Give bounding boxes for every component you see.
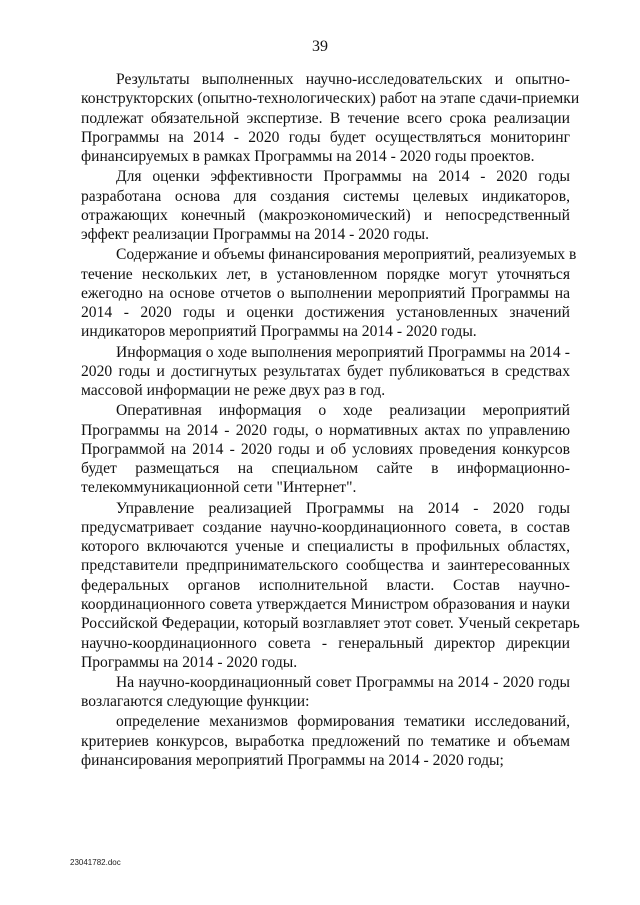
paragraph	[81, 673, 570, 712]
text-line: конструкторских (опытно-технологических) работ на этапе сдачи-приемки	[81, 90, 580, 108]
text-line: массовой информации не реже двух раз в год.	[81, 382, 386, 400]
text-line: определение механизмов формирования тематики исследований,	[116, 713, 570, 731]
text-line: Для оценки эффективности Программы на 2014 - 2020 годы	[116, 168, 570, 186]
paragraph	[81, 712, 570, 770]
footer-filename: 23041782.doc	[70, 858, 121, 867]
text-line: Программы на 2014 - 2020 годы.	[81, 653, 298, 671]
text-line: возлагаются следующие функции:	[81, 693, 310, 711]
text-line: критериев конкурсов, выработка предложений по тематике и объемам	[81, 732, 570, 750]
text-line: Программы на 2014 - 2020 годы будет осуществляться мониторинг	[81, 128, 570, 146]
text-line: эффект реализации Программы на 2014 - 2020 годы.	[81, 226, 430, 244]
text-line: 2014 - 2020 годы и оценки достижения установленных значений	[81, 304, 570, 322]
text-line: разработана основа для создания системы целевых индикаторов,	[81, 187, 570, 205]
text-line: предусматривает создание научно-координационного совета, в состав	[81, 518, 570, 536]
document-body	[81, 70, 580, 771]
paragraph	[81, 401, 570, 497]
text-line: течение нескольких лет, в установленном порядке могут уточняться	[81, 265, 570, 283]
text-line: финансируемых в рамках Программы на 2014 - 2020 годы проектов.	[81, 148, 535, 166]
text-line: представители предпринимательского сообщества и заинтересованных	[81, 557, 570, 575]
text-line: которого включаются ученые и специалисты в профильных областях,	[81, 538, 570, 556]
text-line: Информация о ходе выполнения мероприятий Программы на 2014 -	[116, 343, 570, 361]
text-line: На научно-координационный совет Программы на 2014 - 2020 годы	[116, 673, 570, 691]
text-line: координационного совета утверждается Министром образования и науки	[81, 596, 570, 613]
page-number: 39	[312, 38, 328, 55]
text-line: будет размещаться на специальном сайте в информационно-	[81, 460, 570, 478]
text-line: Российской Федерации, который возглавляет этот совет. Ученый секретарь	[81, 615, 580, 633]
paragraph	[81, 343, 570, 401]
text-line: Результаты выполненных научно-исследовательских и опытно-	[116, 71, 570, 88]
text-line: научно-координационного совета - генеральный директор дирекции	[81, 634, 570, 652]
text-line: подлежат обязательной экспертизе. В течение всего срока реализации	[81, 109, 570, 127]
text-line: Программы на 2014 - 2020 годы, о нормативных актах по управлению	[81, 421, 570, 439]
text-line: телекоммуникационной сети "Интернет".	[81, 479, 357, 497]
text-line: Содержание и объемы финансирования мероприятий, реализуемых в	[116, 246, 577, 264]
text-line: ежегодно на основе отчетов о выполнении мероприятий Программы на	[81, 284, 570, 302]
paragraph	[81, 167, 570, 244]
text-line: Управление реализацией Программы на 2014 - 2020 годы	[116, 499, 570, 517]
text-line: отражающих конечный (макроэкономический) и непосредственный	[81, 206, 570, 224]
text-line: 2020 годы и достигнутых результатах будет публиковаться в средствах	[81, 362, 570, 380]
paragraph	[81, 70, 580, 166]
paragraph	[81, 245, 577, 341]
text-line: финансирования мероприятий Программы на 2014 - 2020 годы;	[81, 751, 504, 769]
text-line: индикаторов мероприятий Программы на 2014 - 2020 годы.	[81, 323, 477, 341]
text-line: Оперативная информация о ходе реализации мероприятий	[116, 402, 570, 420]
text-line: Программой на 2014 - 2020 годы и об условиях проведения конкурсов	[81, 440, 570, 458]
paragraph	[81, 499, 580, 673]
text-line: федеральных органов исполнительной власти. Состав научно-	[81, 576, 570, 594]
